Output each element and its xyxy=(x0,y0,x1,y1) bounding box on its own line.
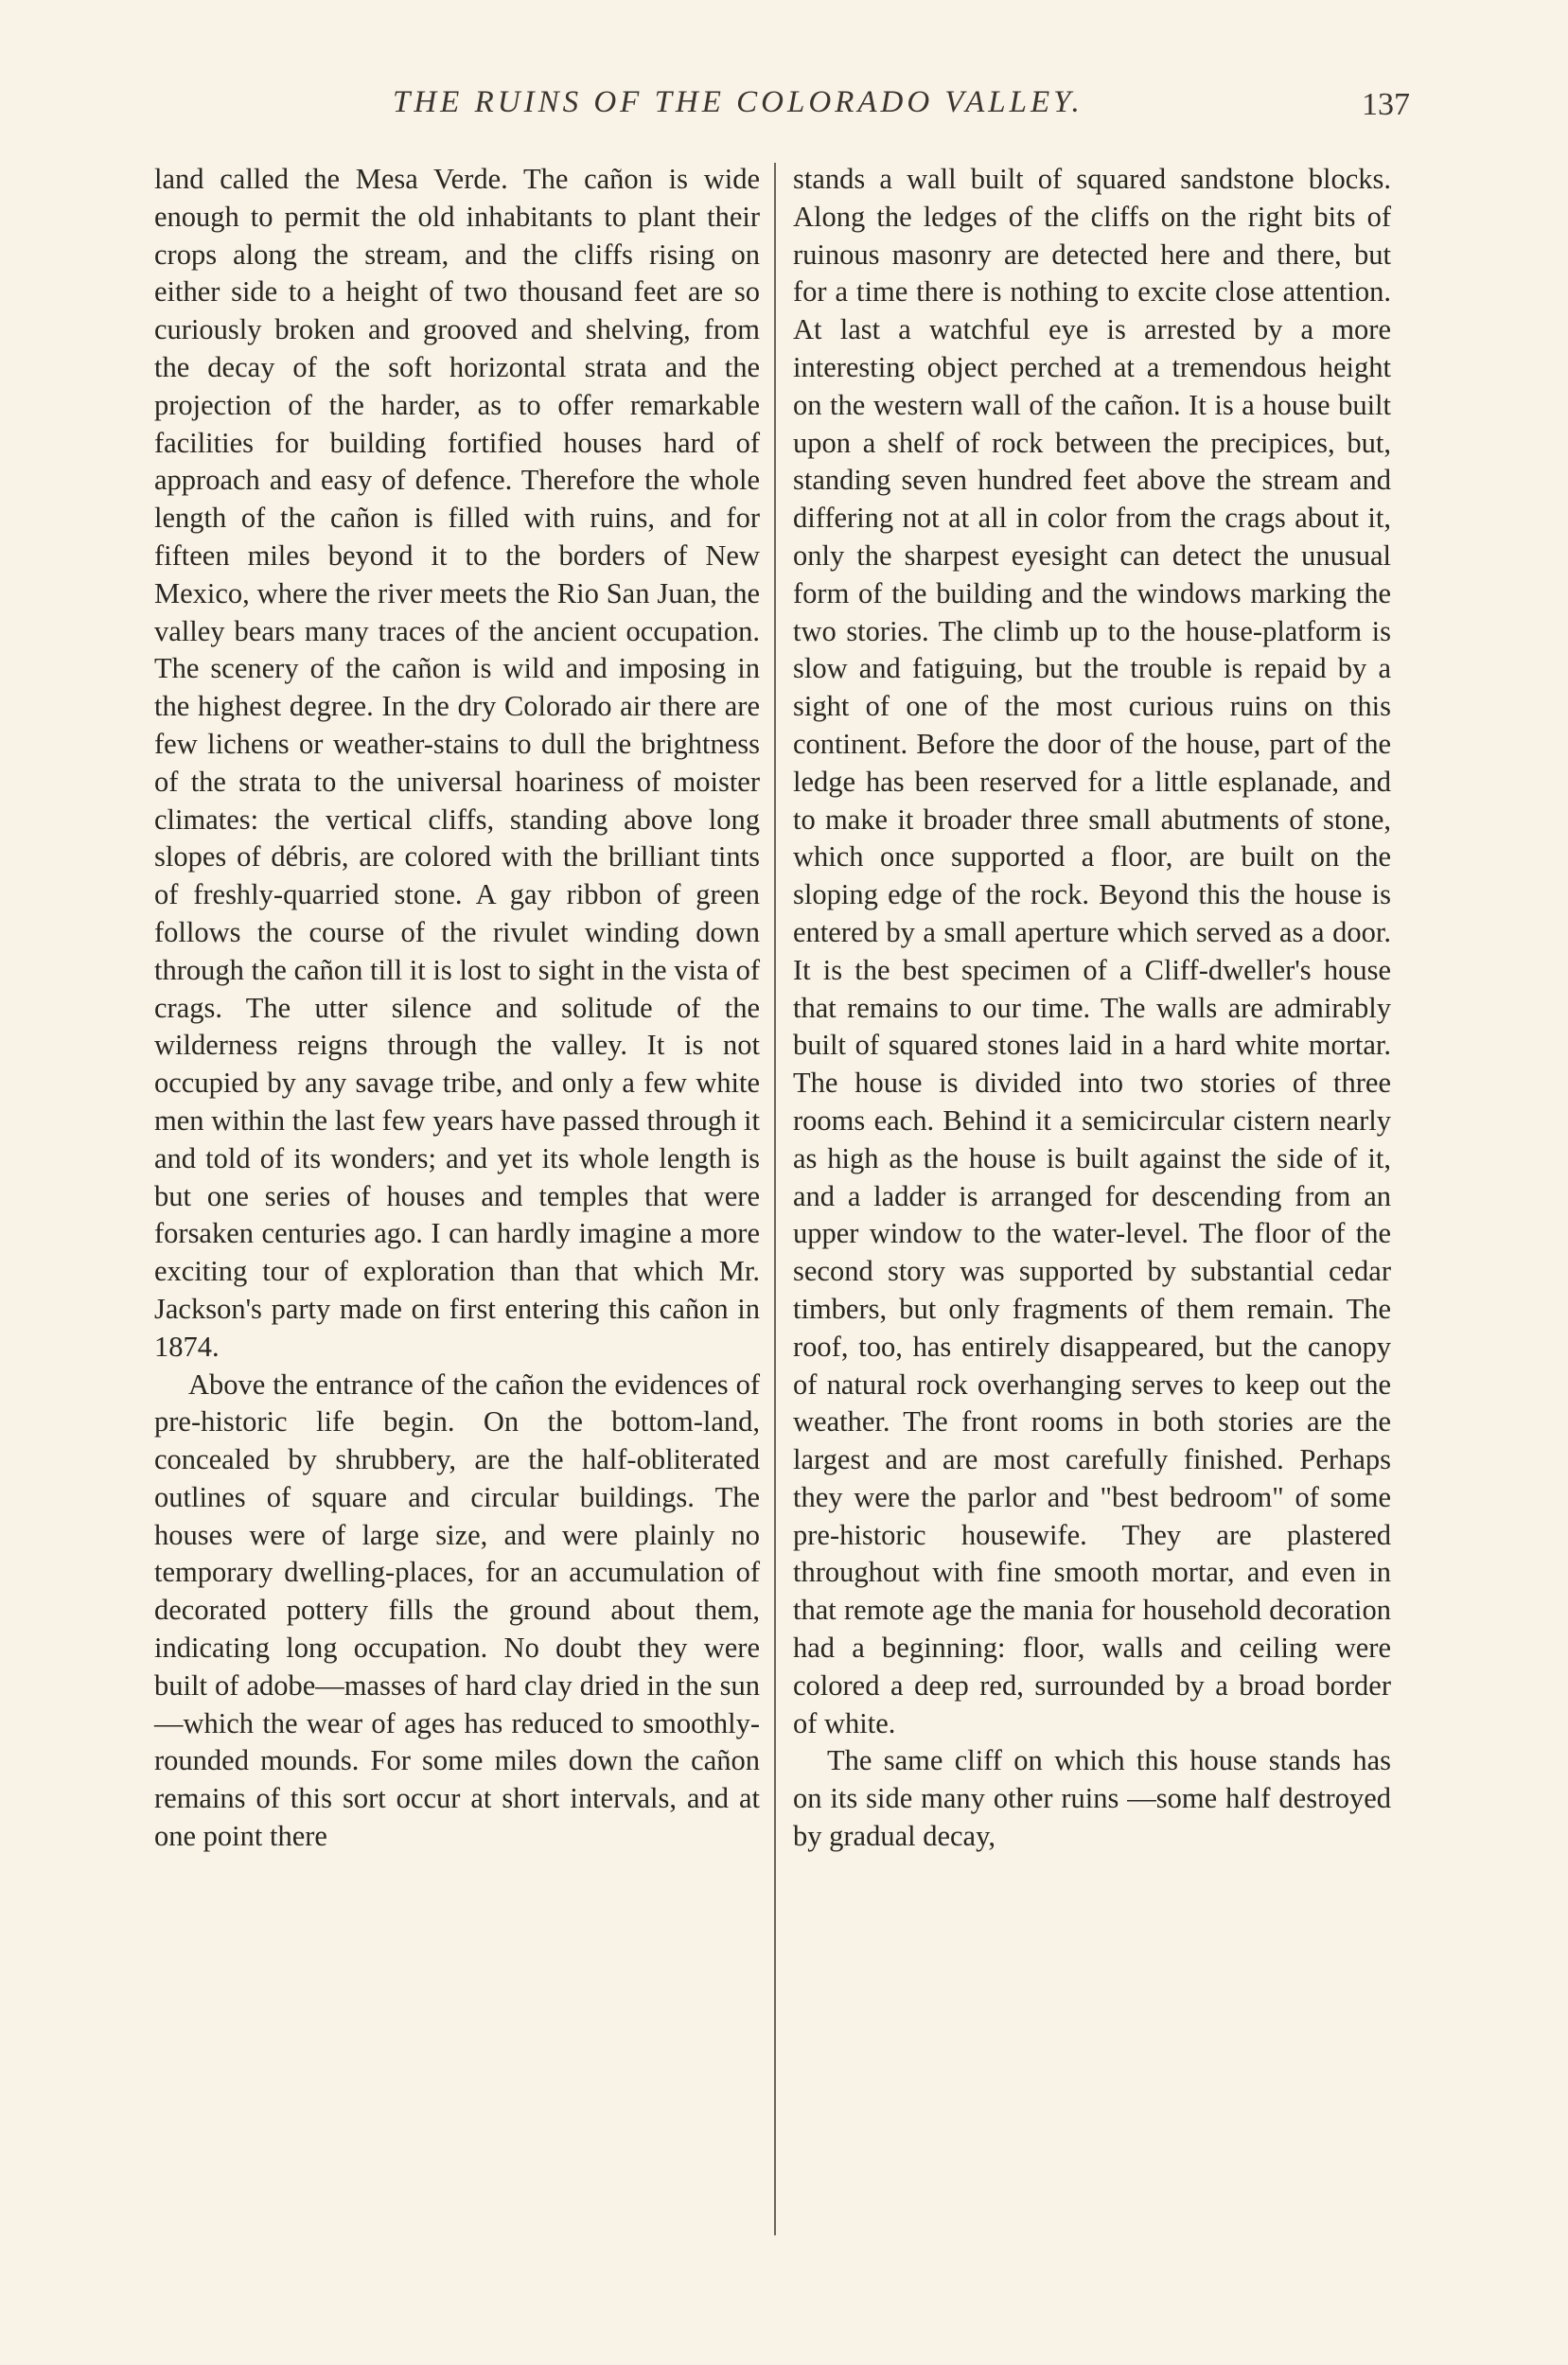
page-header xyxy=(151,85,1410,132)
running-title: THE RUINS OF THE COLORADO VALLEY. xyxy=(393,85,1084,119)
right-column xyxy=(793,161,1391,1856)
right-paragraph-2: The same cliff on which this house stands has on its side many other ruins —some half destroyed by gradual decay, xyxy=(793,1744,1391,1853)
column-divider xyxy=(774,163,776,2235)
right-paragraph-1: stands a wall built of squared sandstone blocks. Along the ledges of the cliffs on the right bits of ruinous masonry are detected here and there, but for a time there is nothing to excite close attention. At last a watchful eye is arrested by a more interesting object perched at a tremendous height on the western wall of the cañon. It is a house built upon a shelf of rock between the precipices, but, standing seven hundred feet above the stream and differing not at all in color from the crags about it, only the sharpest eyesight can detect the unusual form of the building and the windows marking the two stories. The climb up to the house-platform is slow and fatiguing, but the trouble is repaid by a sight of one of the most curious ruins on this continent. Before the door of the house, part of the ledge has been reserved for a little esplanade, and to make it broader three small abutments of stone, which once supported a floor, are built on the sloping edge of the rock. Beyond this the house is entered by a small aperture which served as a door. It is the best specimen of a Cliff-dweller's house that remains to our time. The walls are admirably built of squared stones laid in a hard white mortar. The house is divided into two stories of three rooms each. Behind it a semicircular cistern nearly as high as the house is built against the side of it, and a ladder is arranged for descending from an upper window to the water-level. The floor of the second story was supported by substantial cedar timbers, but only fragments of them remain. The roof, too, has entirely disappeared, but the canopy of natural rock overhanging serves to keep out the weather. The front rooms in both stories are the largest and are most carefully finished. Perhaps they were the parlor and "best bedroom" of some pre-historic housewife. They are plastered throughout with fine smooth mortar, and even in that remote age the mania for household decoration had a beginning: floor, walls and ceiling were colored a deep red, surrounded by a broad border of white. xyxy=(793,163,1391,1739)
left-paragraph-1: land called the Mesa Verde. The cañon is wide enough to permit the old inhabitants to plant their crops along the stream, and the cliffs rising on either side to a height of two thousand feet are so curiously broken and grooved and shelving, from the decay of the soft horizontal strata and the projection of the harder, as to offer remarkable facilities for building fortified houses hard of approach and easy of defence. Therefore the whole length of the cañon is filled with ruins, and for fifteen miles beyond it to the borders of New Mexico, where the river meets the Rio San Juan, the valley bears many traces of the ancient occupation. The scenery of the cañon is wild and imposing in the highest degree. In the dry Colorado air there are few lichens or weather-stains to dull the brightness of the strata to the universal hoariness of moister climates: the vertical cliffs, standing above long slopes of débris, are colored with the brilliant tints of freshly-quarried stone. A gay ribbon of green follows the course of the rivulet winding down through the cañon till it is lost to sight in the vista of crags. The utter silence and solitude of the wilderness reigns through the valley. It is not occupied by any savage tribe, and only a few white men within the last few years have passed through it and told of its wonders; and yet its whole length is but one series of houses and temples that were forsaken centuries ago. I can hardly imagine a more exciting tour of exploration than that which Mr. Jackson's party made on first entering this cañon in 1874. xyxy=(154,163,760,1363)
page-number: 137 xyxy=(1362,87,1410,122)
left-paragraph-2: Above the entrance of the cañon the evidences of pre-historic life begin. On the bottom-land, concealed by shrubbery, are the half-obliterated outlines of square and circular buildings. The houses were of large size, and were plainly no temporary dwelling-places, for an accumulation of decorated pottery fills the ground about them, indicating long occupation. No doubt they were built of adobe—masses of hard clay dried in the sun—which the wear of ages has reduced to smoothly-rounded mounds. For some miles down the cañon remains of this sort occur at short intervals, and at one point there xyxy=(154,1368,760,1853)
left-column xyxy=(154,161,760,1856)
